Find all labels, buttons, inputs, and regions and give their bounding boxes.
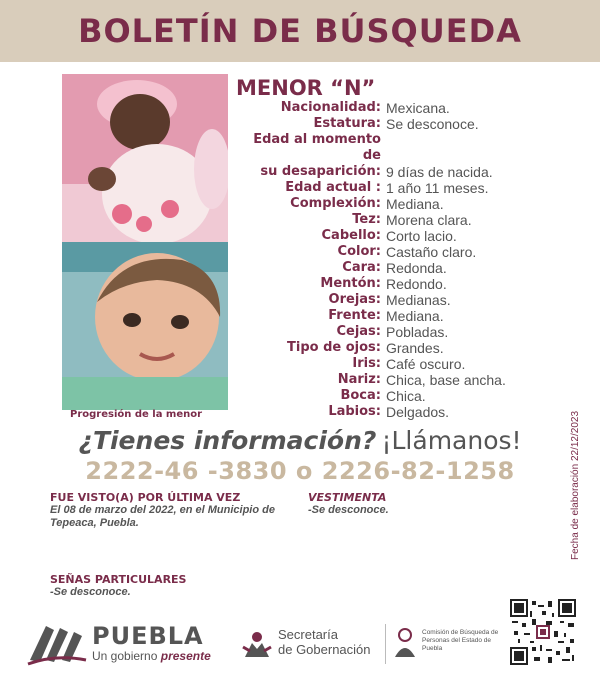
- detail-row: [236, 260, 536, 276]
- detail-label: Estatura:: [313, 116, 381, 131]
- bulletin-title: BOLETÍN DE BÚSQUEDA: [78, 12, 522, 50]
- detail-row: [236, 292, 536, 308]
- detail-row: [236, 196, 536, 212]
- detail-row: [236, 212, 536, 228]
- detail-label: Color:: [337, 244, 381, 259]
- comision-name: Comisión de Búsqueda de Personas del Estado de Puebla: [422, 629, 499, 652]
- detail-label: Tez:: [352, 212, 381, 227]
- detail-value: Castaño claro.: [386, 244, 477, 260]
- detail-row: [236, 132, 536, 164]
- detail-row: [236, 244, 536, 260]
- detail-value: Mediana.: [386, 308, 444, 324]
- detail-row: [236, 164, 536, 180]
- detail-label: Edad al momento de: [253, 132, 381, 163]
- detail-label: Frente:: [328, 308, 381, 323]
- detail-value: 1 año 11 meses.: [386, 180, 489, 196]
- secretaria-name: Secretaría de Gobernación: [278, 627, 371, 657]
- detail-value: Mexicana.: [386, 100, 450, 116]
- clothing-text: -Se desconoce.: [308, 504, 389, 516]
- detail-label: Boca:: [340, 388, 381, 403]
- cta-question: ¿Tienes información?: [78, 426, 377, 455]
- secretaria-emblem-icon: [240, 627, 274, 661]
- detail-row: [236, 388, 536, 404]
- detail-value: Medianas.: [386, 292, 451, 308]
- detail-value: 9 días de nacida.: [386, 164, 493, 180]
- clothing-block: [308, 491, 508, 517]
- clothing-title: VESTIMENTA: [308, 491, 387, 504]
- puebla-tagline: Un gobierno presente: [92, 649, 211, 663]
- detail-label: Edad actual :: [285, 180, 381, 195]
- bulletin-header: [0, 0, 600, 62]
- person-name: MENOR “N”: [236, 76, 376, 100]
- detail-row: [236, 228, 536, 244]
- detail-label: Complexión:: [290, 196, 381, 211]
- secretaria-logo: [240, 625, 380, 665]
- marks-title: SEÑAS PARTICULARES: [50, 573, 187, 586]
- detail-label: Tipo de ojos:: [287, 340, 381, 355]
- photo-newborn: [62, 74, 228, 242]
- last-seen-title: FUE VISTO(A) POR ÚLTIMA VEZ: [50, 491, 241, 504]
- detail-value: Pobladas.: [386, 324, 449, 340]
- detail-row: [236, 180, 536, 196]
- marks-text: -Se desconoce.: [50, 586, 131, 598]
- detail-label: su desaparición:: [260, 164, 381, 179]
- marks-block: [50, 573, 300, 599]
- comision-logo: [392, 625, 507, 665]
- last-seen-block: [50, 491, 300, 530]
- puebla-logo: [26, 620, 236, 670]
- cta-call: ¡Llámanos!: [381, 426, 522, 455]
- detail-value: Chica, base ancha.: [386, 372, 506, 388]
- detail-row: [236, 100, 536, 116]
- qr-code[interactable]: [510, 599, 576, 665]
- detail-value: Redondo.: [386, 276, 447, 292]
- detail-value: Grandes.: [386, 340, 444, 356]
- photo-toddler: [62, 242, 228, 410]
- detail-label: Orejas:: [328, 292, 381, 307]
- detail-value: Mediana.: [386, 196, 444, 212]
- detail-label: Nacionalidad:: [280, 100, 381, 115]
- qr-code-icon: [510, 599, 576, 665]
- detail-value: Corto lacio.: [386, 228, 457, 244]
- detail-label: Labios:: [328, 404, 381, 419]
- detail-row: [236, 308, 536, 324]
- footer-divider: [385, 624, 386, 664]
- detail-value: Redonda.: [386, 260, 447, 276]
- call-to-action: [0, 426, 600, 455]
- puebla-emblem-icon: [26, 620, 88, 666]
- detail-row: [236, 356, 536, 372]
- detail-row: [236, 404, 536, 420]
- progression-caption: Progresión de la menor: [70, 409, 203, 420]
- detail-row: [236, 372, 536, 388]
- detail-row: [236, 340, 536, 356]
- person-details: [236, 100, 536, 420]
- detail-row: [236, 116, 536, 132]
- detail-label: Nariz:: [337, 372, 381, 387]
- puebla-wordmark: PUEBLA: [92, 622, 204, 650]
- detail-label: Cabello:: [321, 228, 381, 243]
- detail-row: [236, 324, 536, 340]
- detail-label: Cejas:: [336, 324, 381, 339]
- last-seen-text: El 08 de marzo del 2022, en el Municipio de Tepeaca, Puebla.: [50, 504, 275, 529]
- detail-value: Café oscuro.: [386, 356, 466, 372]
- detail-label: Cara:: [342, 260, 381, 275]
- detail-value: Delgados.: [386, 404, 450, 420]
- detail-value: Se desconoce.: [386, 116, 479, 132]
- comision-emblem-icon: [392, 627, 418, 659]
- detail-label: Iris:: [352, 356, 381, 371]
- detail-row: [236, 276, 536, 292]
- phone-numbers[interactable]: 2222-46 -3830 o 2226-82-1258: [85, 457, 515, 485]
- detail-value: Morena clara.: [386, 212, 472, 228]
- elaboration-date: Fecha de elaboración 22/12/2023: [570, 410, 581, 560]
- detail-label: Mentón:: [320, 276, 381, 291]
- detail-value: Chica.: [386, 388, 426, 404]
